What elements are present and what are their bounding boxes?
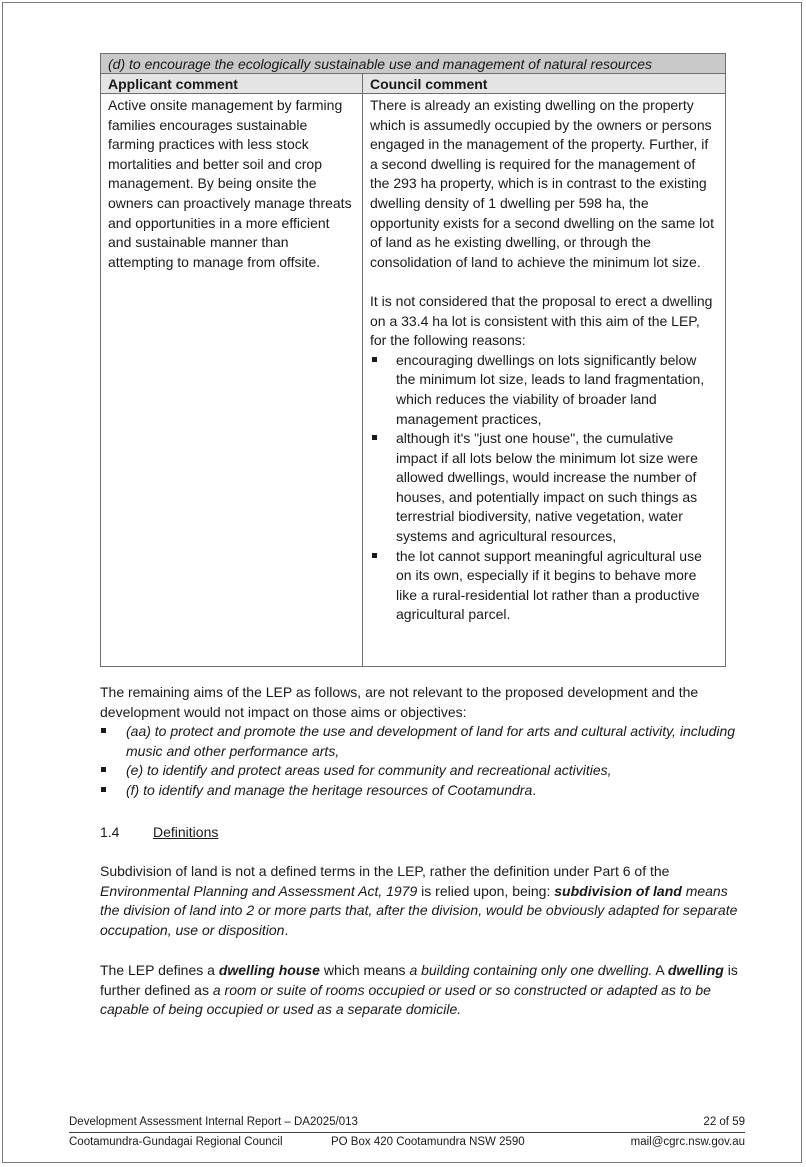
definition-text: a room or suite of rooms occupied or used or so constructed or adapted as to be capable of being occupied or used as a separate domicile. xyxy=(100,981,711,1018)
list-item: the lot cannot support meaningful agricultural use on its own, especially if it begins to behave more like a rural-residential lot rather than a productive agricultural parcel. xyxy=(370,547,718,625)
table-header-row xyxy=(101,74,726,94)
report-title: Development Assessment Internal Report – DA2025/013 xyxy=(69,1116,358,1128)
list-item: (aa) to protect and promote the use and development of land for arts and cultural activity, including music and other performance arts, xyxy=(100,722,740,761)
postal-address: PO Box 420 Cootamundra NSW 2590 xyxy=(331,1136,525,1148)
definitions-heading xyxy=(100,823,740,843)
applicant-comment-cell xyxy=(101,94,363,667)
table-row xyxy=(101,94,726,667)
defined-term: dwelling xyxy=(667,962,724,978)
table-title: (d) to encourage the ecologically sustainable use and management of natural resources xyxy=(101,54,726,74)
council-comment-header: Council comment xyxy=(363,74,726,94)
aims-table xyxy=(100,53,726,667)
page-number: 22 of 59 xyxy=(703,1116,745,1128)
definitions-paragraph-1 xyxy=(100,862,740,940)
aim-end-period: . xyxy=(532,781,537,798)
text-run: . xyxy=(284,921,289,938)
text-run: is relied upon, being: xyxy=(417,882,555,899)
text-run: A xyxy=(652,962,668,978)
definition-text: means the division of land into 2 or more parts that, after the division, would be obviously adapted for separate occupation, use or disposition xyxy=(100,882,738,938)
definitions-paragraph-2 xyxy=(100,961,740,1020)
footer-report-line xyxy=(69,1116,745,1133)
council-name: Cootamundra-Gundagai Regional Council xyxy=(69,1136,283,1148)
text-run: The LEP defines a xyxy=(100,962,219,978)
document-page xyxy=(2,2,802,1163)
definition-text: a building containing only one dwelling. xyxy=(409,962,653,978)
applicant-comment-text: Active onsite management by farming families encourages sustainable farming practices with less stock mortalities and better soil and crop management. By being onsite the owners can proactively manage threats and opportunities in a more efficient and sustainable manner than attempting to manage from offsite. xyxy=(108,97,352,270)
council-comment-cell xyxy=(363,94,726,667)
council-reasons-list xyxy=(370,351,718,625)
list-item: encouraging dwellings on lots significantly below the minimum lot size, leads to land fragmentation, which reduces the viability of broader land management practices, xyxy=(370,351,718,429)
remaining-aims-section xyxy=(100,683,740,801)
footer-contact-line xyxy=(69,1136,745,1152)
text-run: is further defined as xyxy=(100,962,738,998)
remaining-aims-intro: The remaining aims of the LEP as follows, are not relevant to the proposed development and the development would not impact on those aims or objectives: xyxy=(100,684,699,720)
section-number: 1.4 xyxy=(100,824,120,840)
text-run: which means xyxy=(319,962,410,978)
council-comment-para-1: There is already an existing dwelling on the property which is assumedly occupied by the owners or persons engaged in the management of the property. Further, if a second dwelling is required for the management of the 293 ha property, which is in contrast to the existing dwelling density of 1 dwelling per 598 ha, the opportunity exists for a second dwelling on the same lot of land as he existing dwelling, or through the consolidation of land to achieve the minimum lot size. xyxy=(370,97,714,270)
list-item xyxy=(100,781,740,801)
defined-term: subdivision of land xyxy=(554,882,682,899)
aim-text: (f) to identify and manage the heritage resources of Cootamundra xyxy=(126,781,533,798)
list-item: although it's "just one house", the cumulative impact if all lots below the minimum lot size were allowed dwellings, would increase the number of houses, and potentially impact on such things as terrestrial biodiversity, native vegetation, water systems and agricultural resources, xyxy=(370,429,718,547)
list-item: (e) to identify and protect areas used for community and recreational activities, xyxy=(100,761,740,781)
remaining-aims-list xyxy=(100,722,740,800)
table-title-row xyxy=(101,54,726,74)
council-comment-para-2: It is not considered that the proposal to erect a dwelling on a 33.4 ha lot is consistent with this aim of the LEP, for the following reasons: xyxy=(370,292,713,349)
section-title: Definitions xyxy=(153,824,219,840)
act-title: Environmental Planning and Assessment Act, 1979 xyxy=(100,882,418,899)
applicant-comment-header: Applicant comment xyxy=(101,74,363,94)
email-address: mail@cgrc.nsw.gov.au xyxy=(630,1136,745,1148)
defined-term: dwelling house xyxy=(218,962,320,978)
text-run: Subdivision of land is not a defined terms in the LEP, rather the definition under Part 6 of the xyxy=(100,863,670,879)
